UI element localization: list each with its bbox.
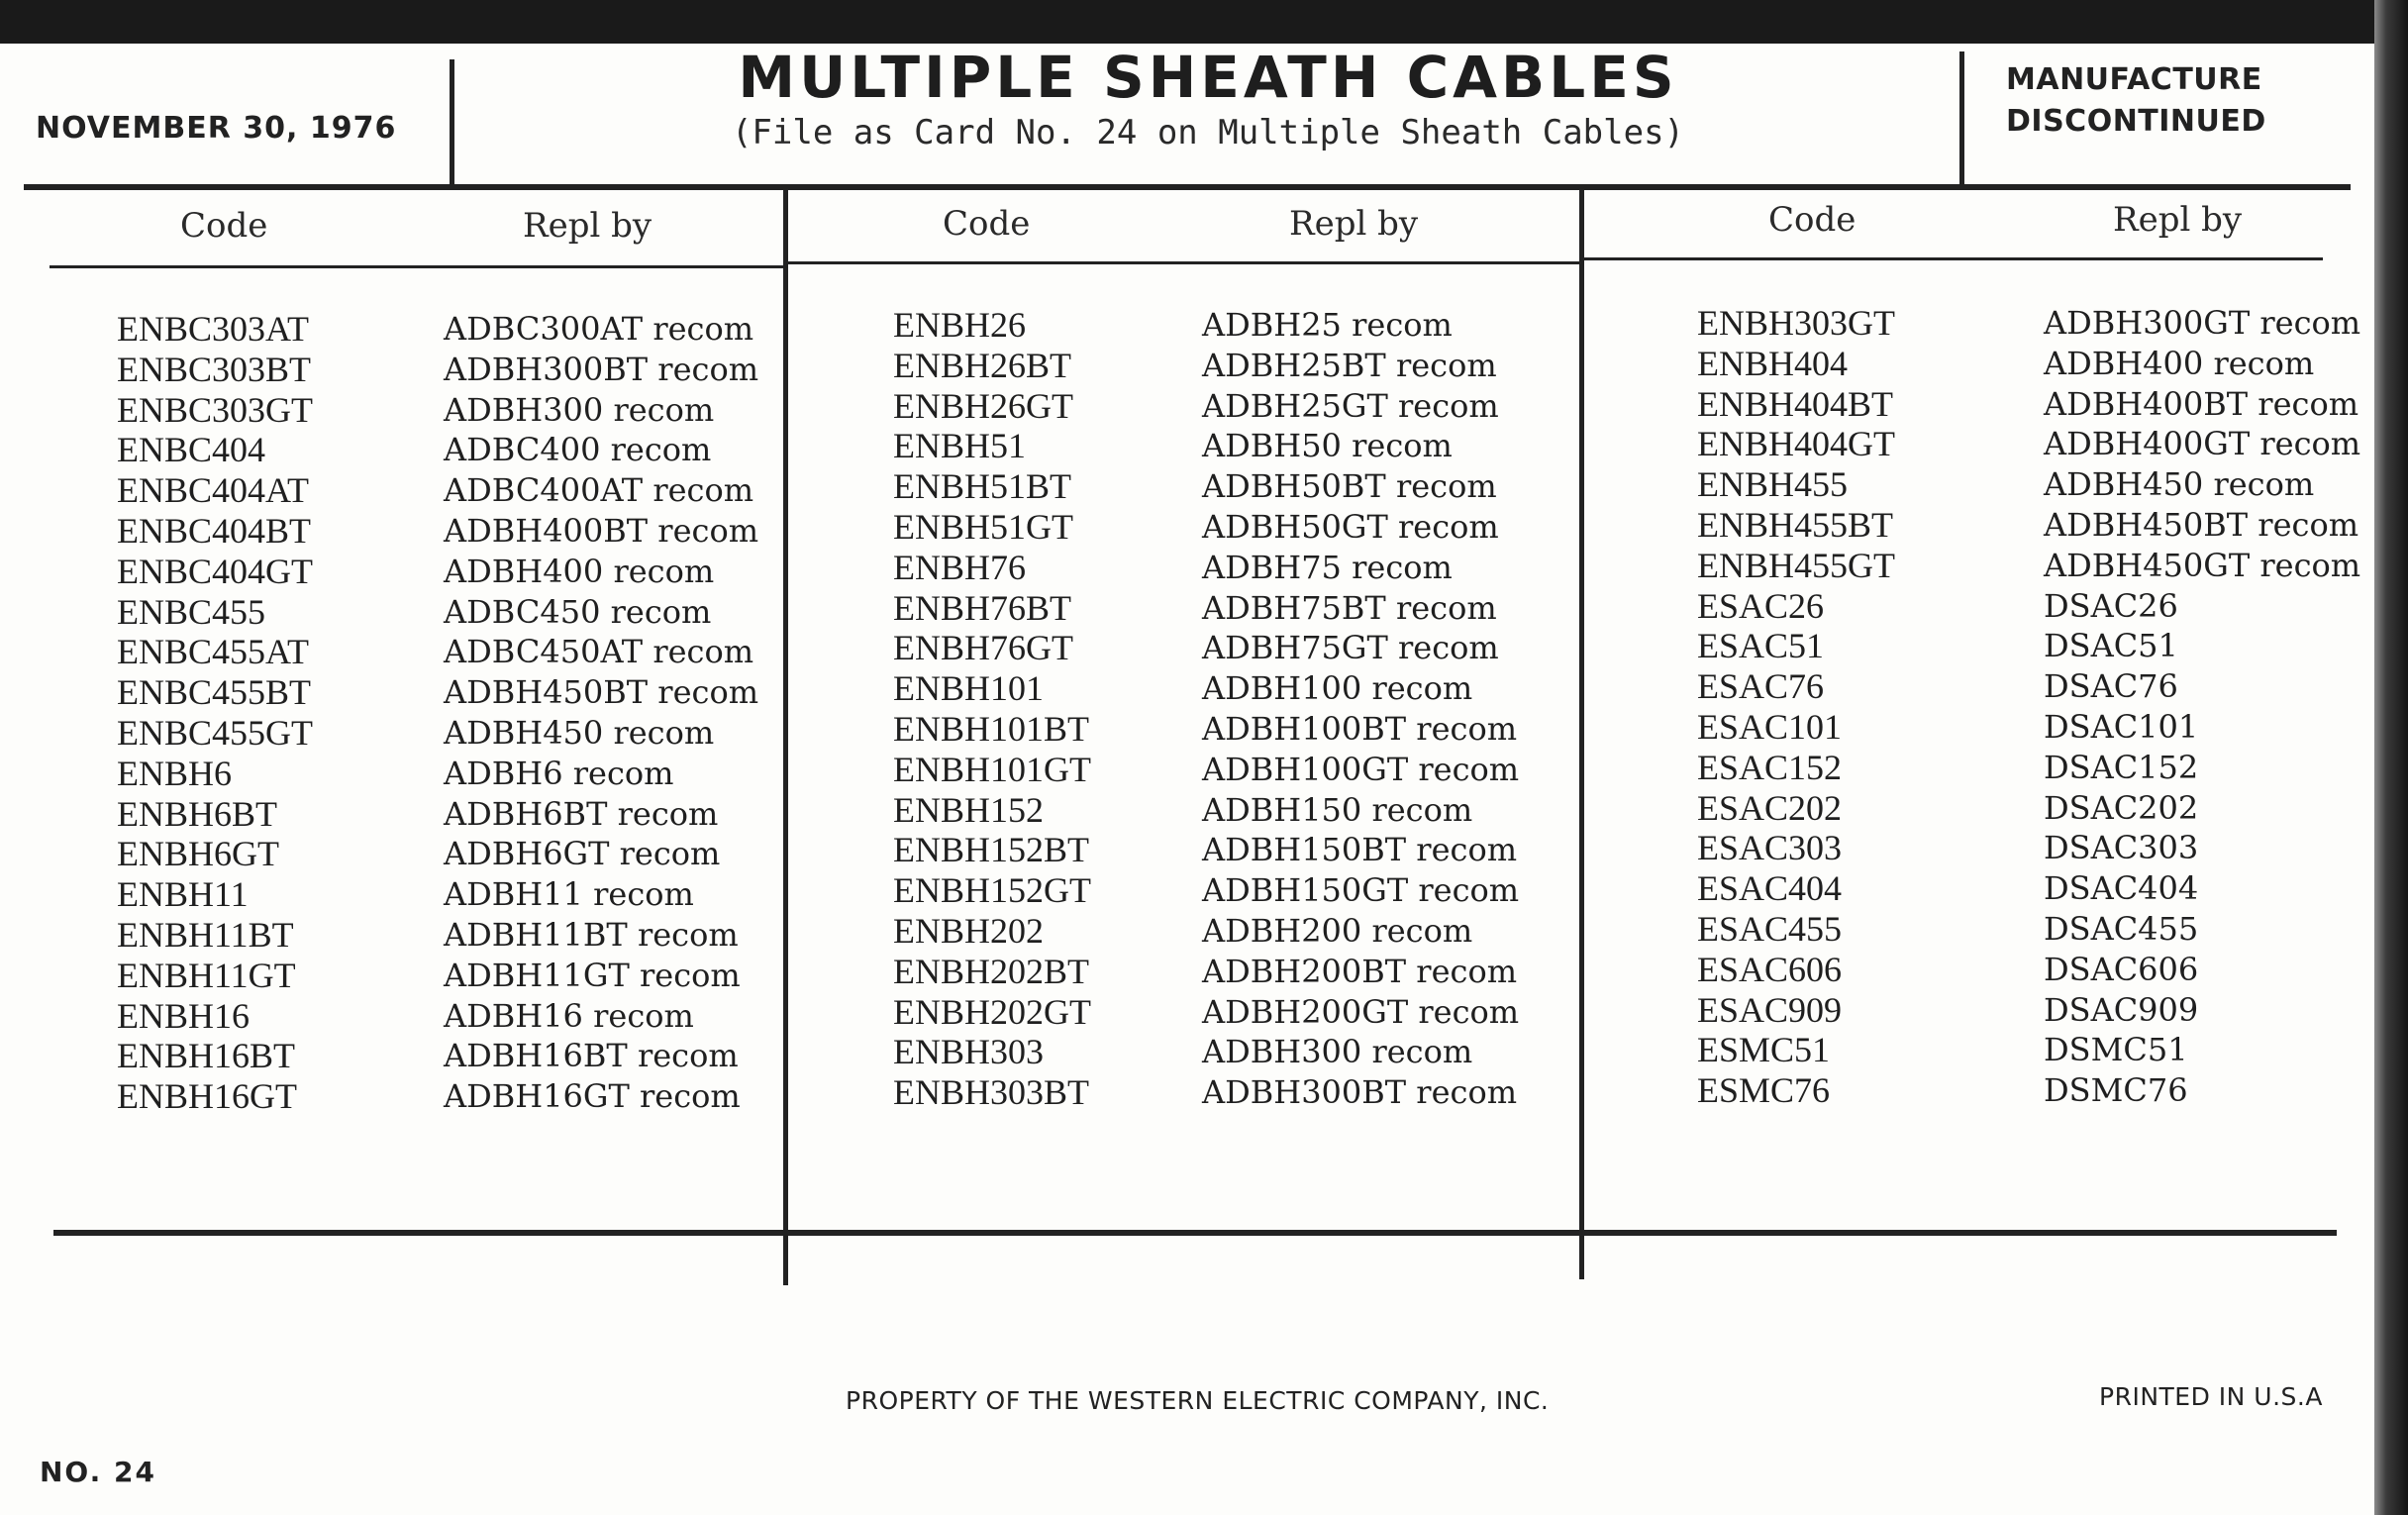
column-3-codes — [1697, 303, 1895, 1111]
card-number: NO. 24 — [40, 1456, 156, 1488]
cable-code: ESAC51 — [1697, 626, 1825, 666]
cable-code: ENBC455 — [117, 591, 266, 632]
cable-code: ENBH404 — [1697, 343, 1848, 383]
page-subtitle: (File as Card No. 24 on Multiple Sheath Cables) — [731, 113, 1685, 152]
replacement-code: ADBH300GT recom — [2044, 304, 2361, 342]
cable-code: ENBC303AT — [117, 309, 310, 349]
cable-code: ENBH303 — [893, 1032, 1044, 1072]
replacement-code: ADBH11 recom — [444, 875, 694, 914]
replacement-code: DSAC202 — [2044, 788, 2199, 827]
cable-code: ENBH16 — [117, 995, 250, 1036]
cable-code: ENBC455BT — [117, 672, 312, 713]
cable-card — [0, 44, 2374, 1515]
cable-code: ENBH11GT — [117, 955, 296, 995]
replacement-code: ADBH150 recom — [1202, 790, 1473, 829]
replacement-code: ADBH200GT recom — [1202, 992, 1520, 1031]
replacement-code: ADBH300 recom — [1202, 1033, 1473, 1071]
cable-code: ENBH6GT — [117, 834, 279, 874]
replacement-code: ADBH16GT recom — [444, 1077, 741, 1116]
column-2-replacements — [1202, 305, 1519, 1113]
cable-code: ESAC303 — [1697, 828, 1843, 868]
cable-code: ENBC455GT — [117, 712, 313, 753]
issue-date: NOVEMBER 30, 1976 — [36, 111, 397, 146]
cable-code: ENBH101GT — [893, 749, 1091, 789]
cable-code: ESAC26 — [1697, 585, 1825, 626]
column-3-repl-header: Repl by — [2113, 200, 2243, 240]
cable-code: ENBC455AT — [117, 632, 310, 672]
replacement-code: ADBH200BT recom — [1202, 952, 1518, 990]
cable-code: ENBH404GT — [1697, 424, 1895, 464]
replacement-code: ADBH400GT recom — [2044, 425, 2361, 463]
replacement-code: ADBH6 recom — [444, 754, 674, 792]
column-divider-2 — [1579, 188, 1584, 1279]
replacement-code: DSAC455 — [2044, 909, 2199, 948]
replacement-code: ADBH400BT recom — [444, 511, 759, 550]
printed-notice: PRINTED IN U.S.A — [2099, 1382, 2323, 1411]
replacement-code: ADBH100 recom — [1202, 669, 1473, 708]
replacement-code: ADBH100BT recom — [1202, 709, 1518, 748]
column-2-codes — [893, 305, 1091, 1113]
replacement-code: ADBH25 recom — [1202, 306, 1453, 344]
cable-code: ENBH202BT — [893, 951, 1089, 991]
replacement-code: DSAC606 — [2044, 950, 2199, 988]
header-rule — [24, 184, 2351, 190]
replacement-code: ADBH25GT recom — [1202, 386, 1499, 425]
cable-code: ENBH101BT — [893, 708, 1089, 749]
column-2-repl-header: Repl by — [1289, 204, 1419, 244]
replacement-code: DSAC26 — [2044, 586, 2178, 625]
cable-code: ENBH303GT — [1697, 303, 1895, 343]
column-1-code-header: Code — [180, 206, 268, 246]
column-3-replacements — [2044, 303, 2360, 1111]
cable-code: ENBH26 — [893, 305, 1026, 345]
cable-code: ENBH6BT — [117, 793, 277, 834]
cable-code: ENBH202 — [893, 910, 1044, 951]
header-divider-left — [450, 59, 454, 188]
cable-code: ENBC303GT — [117, 389, 313, 430]
cable-code: ENBH202GT — [893, 991, 1091, 1032]
cable-code: ENBH455BT — [1697, 504, 1893, 545]
cable-code: ESMC76 — [1697, 1070, 1831, 1111]
cable-code: ENBH152BT — [893, 830, 1089, 870]
replacement-code: ADBH6BT recom — [444, 794, 719, 833]
replacement-code: ADBC300AT recom — [444, 310, 754, 348]
replacement-code: ADBH400BT recom — [2044, 384, 2359, 423]
cable-code: ESAC606 — [1697, 949, 1843, 989]
cable-code: ENBH455GT — [1697, 545, 1895, 585]
page-title: MULTIPLE SHEATH CABLES — [738, 44, 1678, 111]
replacement-code: ADBC400 recom — [444, 431, 712, 469]
column-header-rule-2 — [788, 261, 1580, 264]
column-1-repl-header: Repl by — [523, 206, 652, 246]
replacement-code: DSAC51 — [2044, 627, 2178, 665]
cable-code: ENBH51 — [893, 426, 1026, 466]
status-label — [2006, 59, 2266, 143]
cable-code: ENBH16BT — [117, 1036, 295, 1076]
replacement-code: ADBH450GT recom — [2044, 546, 2361, 584]
cable-code: ENBH303BT — [893, 1072, 1089, 1113]
replacement-code: DSAC76 — [2044, 667, 2178, 706]
cable-code: ESAC101 — [1697, 706, 1843, 747]
replacement-code: ADBC450AT recom — [444, 633, 754, 671]
replacement-code: ADBH16 recom — [444, 996, 694, 1035]
replacement-code: ADBH25BT recom — [1202, 346, 1497, 384]
replacement-code: ADBH75 recom — [1202, 548, 1453, 586]
replacement-code: ADBH50GT recom — [1202, 507, 1499, 546]
replacement-code: ADBH150GT recom — [1202, 871, 1520, 910]
cable-code: ENBH51GT — [893, 506, 1073, 547]
replacement-code: ADBH50BT recom — [1202, 467, 1497, 506]
replacement-code: DSAC101 — [2044, 707, 2199, 746]
cable-code: ESAC152 — [1697, 747, 1843, 787]
replacement-code: ADBH6GT recom — [444, 835, 721, 873]
cable-code: ENBC303BT — [117, 349, 312, 389]
cable-code: ENBC404BT — [117, 510, 312, 551]
table-bottom-rule — [53, 1230, 2337, 1236]
replacement-code: DSMC51 — [2044, 1031, 2188, 1069]
replacement-code: ADBH75GT recom — [1202, 629, 1499, 667]
replacement-code: DSAC404 — [2044, 869, 2199, 908]
cable-code: ENBH404BT — [1697, 383, 1893, 424]
replacement-code: ADBH11GT recom — [444, 956, 741, 994]
cable-code: ENBH6 — [117, 753, 232, 793]
replacement-code: ADBH300BT recom — [1202, 1073, 1518, 1112]
column-header-rule-3 — [1584, 257, 2323, 260]
replacement-code: ADBH100GT recom — [1202, 750, 1520, 788]
cable-code: ENBC404GT — [117, 551, 313, 591]
cable-code: ENBH76BT — [893, 587, 1071, 628]
cable-code: ESAC76 — [1697, 666, 1825, 707]
replacement-code: ADBH450BT recom — [2044, 505, 2359, 544]
cable-code: ENBH16GT — [117, 1076, 297, 1117]
replacement-code: ADBH300BT recom — [444, 350, 759, 388]
cable-code: ENBH26GT — [893, 385, 1073, 426]
cable-code: ENBH26BT — [893, 345, 1071, 385]
cable-code: ENBH11 — [117, 874, 249, 915]
replacement-code: ADBH450BT recom — [444, 673, 759, 712]
replacement-code: DSAC909 — [2044, 990, 2199, 1029]
cable-code: ENBH51BT — [893, 466, 1071, 507]
cable-code: ESAC202 — [1697, 787, 1843, 828]
replacement-code: ADBH450 recom — [2044, 465, 2315, 504]
replacement-code: ADBC450 recom — [444, 592, 712, 631]
cable-code: ESAC909 — [1697, 989, 1843, 1030]
cable-code: ESAC404 — [1697, 868, 1843, 909]
cable-code: ENBH76 — [893, 547, 1026, 587]
status-line-2: DISCONTINUED — [2006, 104, 2266, 139]
cable-code: ESMC51 — [1697, 1030, 1831, 1070]
replacement-code: DSAC303 — [2044, 829, 2199, 867]
scan-edge — [2374, 0, 2408, 1515]
cable-code: ENBH11BT — [117, 914, 294, 955]
column-header-rule-1 — [50, 265, 784, 268]
column-3-code-header: Code — [1768, 200, 1856, 240]
replacement-code: ADBH150BT recom — [1202, 831, 1518, 869]
cable-code: ENBC404AT — [117, 470, 310, 511]
replacement-code: DSAC152 — [2044, 748, 2199, 786]
replacement-code: DSMC76 — [2044, 1071, 2188, 1110]
cable-code: ESAC455 — [1697, 908, 1843, 949]
cable-code: ENBH76GT — [893, 628, 1073, 668]
column-2-code-header: Code — [943, 204, 1031, 244]
replacement-code: ADBH450 recom — [444, 713, 715, 752]
status-line-1: MANUFACTURE — [2006, 62, 2262, 97]
replacement-code: ADBH11BT recom — [444, 915, 739, 954]
cable-code: ENBH152GT — [893, 870, 1091, 911]
replacement-code: ADBH400 recom — [2044, 344, 2315, 382]
replacement-code: ADBH300 recom — [444, 390, 715, 429]
replacement-code: ADBH200 recom — [1202, 911, 1473, 950]
header-divider-right — [1959, 51, 1964, 188]
cable-code: ENBH152 — [893, 789, 1044, 830]
replacement-code: ADBH75BT recom — [1202, 588, 1497, 627]
replacement-code: ADBH400 recom — [444, 552, 715, 590]
cable-code: ENBH101 — [893, 668, 1044, 709]
replacement-code: ADBH50 recom — [1202, 427, 1453, 465]
replacement-code: ADBC400AT recom — [444, 471, 754, 510]
replacement-code: ADBH16BT recom — [444, 1037, 739, 1075]
cable-code: ENBC404 — [117, 430, 266, 470]
cable-code: ENBH455 — [1697, 464, 1848, 505]
column-1-replacements — [444, 309, 758, 1117]
column-divider-1 — [783, 188, 788, 1285]
property-notice: PROPERTY OF THE WESTERN ELECTRIC COMPANY, INC. — [846, 1386, 1550, 1415]
column-1-codes — [117, 309, 313, 1117]
